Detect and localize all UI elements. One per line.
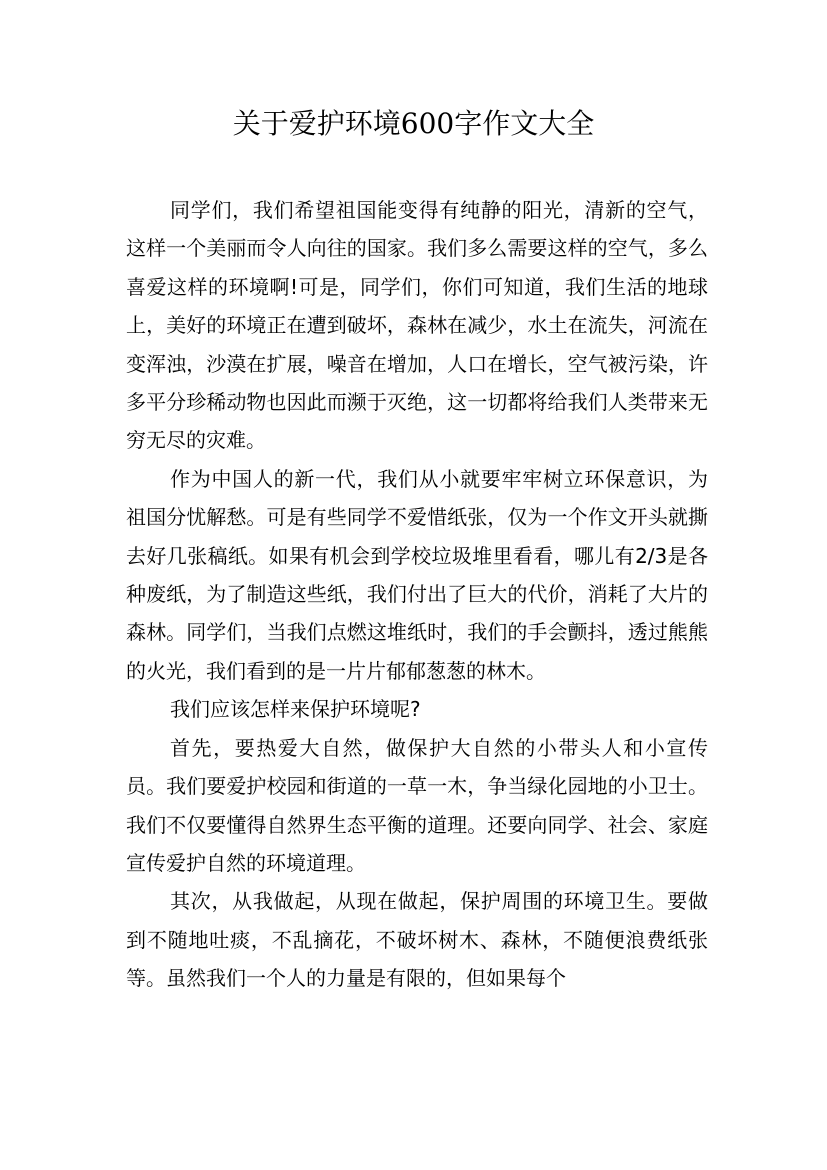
document-title: 关于爱护环境600字作文大全 — [232, 107, 595, 140]
paragraph-3: 我们应该怎样来保护环境呢? — [170, 697, 421, 722]
paragraph-1: 同学们，我们希望祖国能变得有纯静的阳光，清新的空气，这样一个美丽而令人向往的国家。我们多么需要这样的空气，多么喜爱这样的环境啊!可是，同学们，你们可知道，我们生活的地球上，美好的环境正在遭到破坏，森林在减少，水土在流失，河流在变浑浊，沙漠在扩展，噪音在增加，人口在增长，空气被污染，许多平分珍稀动物也因此而濒于灭绝，这一切都将给我们人类带来无穷无尽的灾难。 — [126, 198, 708, 453]
document-body — [126, 191, 708, 998]
paragraph-5: 其次，从我做起，从现在做起，保护周围的环境卫生。要做到不随地吐痰，不乱摘花，不破坏树木、森林，不随便浪费纸张等。虽然我们一个人的力量是有限的，但如果每个 — [126, 889, 708, 991]
paragraph-2: 作为中国人的新一代，我们从小就要牢牢树立环保意识，为祖国分忧解愁。可是有些同学不爱惜纸张，仅为一个作文开头就撕去好几张稿纸。如果有机会到学校垃圾堆里看看，哪儿有2/3是各种废纸，为了制造这些纸，我们付出了巨大的代价，消耗了大片的森林。同学们，当我们点燃这堆纸时，我们的手会颤抖，透过熊熊的火光，我们看到的是一片片郁郁葱葱的林木。 — [126, 466, 708, 683]
paragraph-4: 首先，要热爱大自然，做保护大自然的小带头人和小宣传员。我们要爱护校园和街道的一草一木，争当绿化园地的小卫士。我们不仅要懂得自然界生态平衡的道理。还要向同学、社会、家庭宣传爱护自然的环境道理。 — [126, 735, 708, 875]
